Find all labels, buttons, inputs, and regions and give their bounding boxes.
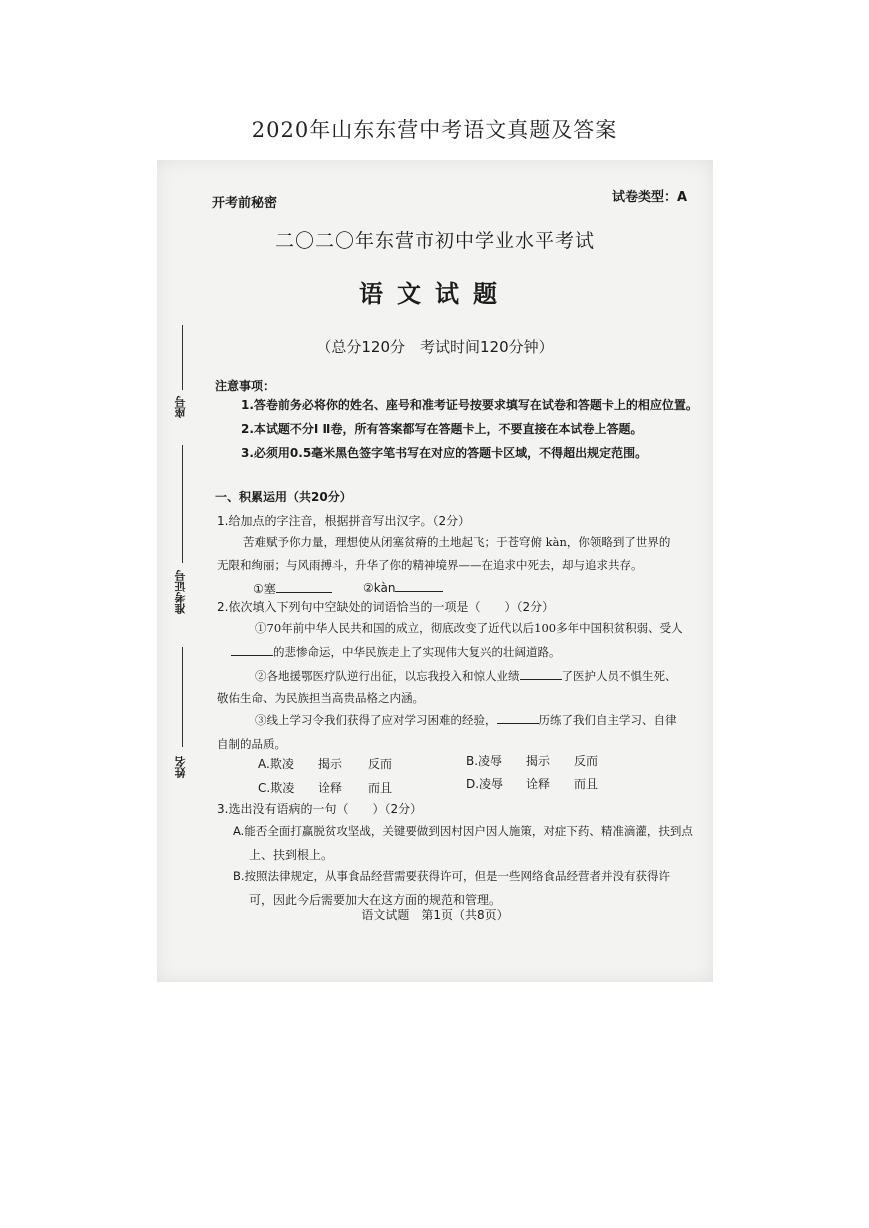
option-c: C.欺凌 诠释 而且 [258, 781, 393, 795]
binding-line [182, 647, 183, 747]
notice-item: 1.答卷前务必将你的姓名、座号和准考证号按要求填写在试卷和答题卡上的相应位置。 [241, 398, 698, 412]
blank-label: ①塞 [253, 582, 276, 596]
question-1-text: 苦难赋予你力量，理想使从闭塞贫瘠的土地起飞；于苍穹俯 kàn，你领略到了世界的 [243, 535, 671, 549]
paper-type-label: 试卷类型：A [611, 190, 687, 205]
binding-line [182, 445, 183, 563]
document-title: 2020年山东东营中考语文真题及答案 [251, 118, 618, 142]
seat-number-label: 座号 [174, 396, 187, 418]
page-footer: 语文试题 第1页（共8页） [361, 908, 509, 922]
question-3-stem: 3.选出没有语病的一句（ ）（2分） [217, 802, 423, 816]
question-2-text: ①70年前中华人民共和国的成立，彻底改变了近代以后100多年中国积贫积弱、受人 [255, 621, 683, 635]
answer-blank [276, 581, 332, 593]
answer-blank [520, 668, 562, 680]
question-3-option-a: A.能否全面打赢脱贫攻坚战，关键要做到因村因户因人施策，对症下药、精准滴灌，扶到点 [233, 824, 693, 838]
name-label: 姓名 [174, 756, 187, 778]
question-1-text: 无限和绚丽；与风雨搏斗，升华了你的精神境界——在追求中死去，却与追求共存。 [217, 558, 643, 572]
blank-label: ②kàn [363, 581, 396, 595]
secret-label: 开考前秘密 [212, 196, 278, 211]
question-2-text: ③线上学习令我们获得了应对学习困难的经验， 历练了我们自主学习、自律 [255, 713, 677, 727]
question-2-stem: 2.依次填入下列句中空缺处的词语恰当的一项是（ ）（2分） [217, 600, 555, 614]
answer-blank [395, 580, 443, 592]
exam-title: 二〇二〇年东营市初中学业水平考试 [274, 230, 595, 252]
scanned-exam-page [157, 160, 713, 982]
notice-item: 2.本试题不分Ⅰ Ⅱ卷，所有答案都写在答题卡上，不要直接在本试卷上答题。 [241, 422, 643, 436]
question-1-blank [253, 580, 332, 597]
option-b: B.凌辱 揭示 反而 [466, 754, 599, 768]
score-time-info: （总分120分 考试时间120分钟） [316, 338, 554, 356]
question-2-text: 的悲惨命运，中华民族走上了实现伟大复兴的壮阔道路。 [231, 644, 561, 660]
admission-number-label: 准考证号 [174, 570, 187, 614]
notice-item: 3.必须用0.5毫米黑色签字笔书写在对应的答题卡区域，不得超出规定范围。 [241, 446, 648, 460]
subject-title: 语文试题 [359, 280, 511, 308]
binding-line [182, 325, 183, 390]
notice-heading: 注意事项： [215, 379, 276, 393]
question-2-text: ②各地援鄂医疗队逆行出征，以忘我投入和惊人业绩 了医护人员不惧生死、 [255, 669, 677, 683]
question-2-text: 敬佑生命、为民族担当高贵品格之内涵。 [217, 691, 424, 705]
question-3-option-b: B.按照法律规定，从事食品经营需要获得许可，但是一些网络食品经营者并没有获得许 [233, 869, 671, 883]
option-a: A.欺凌 揭示 反而 [258, 757, 393, 771]
section-heading: 一、积累运用（共20分） [215, 490, 352, 504]
question-2-text: 自制的品质。 [217, 737, 286, 751]
option-d: D.凌辱 诠释 而且 [466, 777, 599, 791]
question-3-option-a: 上、扶到根上。 [249, 848, 334, 862]
question-1-blank [363, 580, 443, 595]
answer-blank [497, 712, 539, 724]
answer-blank [231, 644, 273, 656]
question-1-stem: 1.给加点的字注音，根据拼音写出汉字。（2分） [217, 514, 471, 528]
question-3-option-b: 可，因此今后需要加大在这方面的规范和管理。 [249, 893, 502, 907]
